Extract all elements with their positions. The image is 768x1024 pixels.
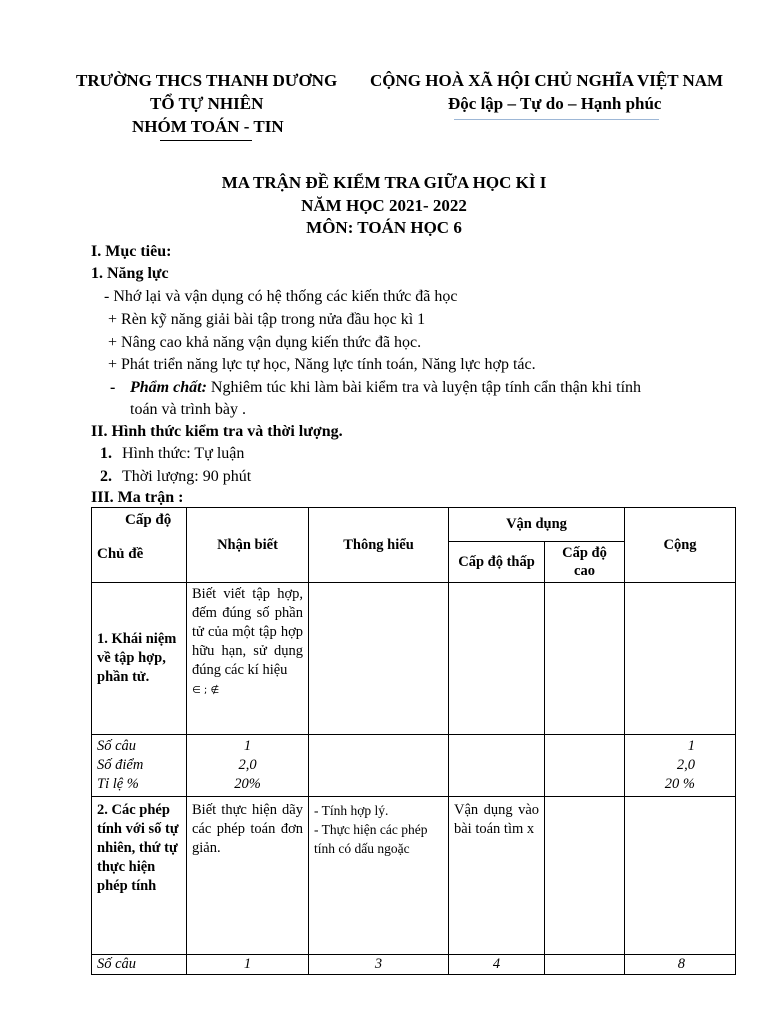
section3-heading: III. Ma trận :: [91, 489, 184, 506]
topic1-know-text: Biết viết tập hợp, đếm đúng số phần tử của một tập hợp hữu hạn, sử dụng đúng các kí hiệu: [192, 586, 303, 678]
topic1-know-count: 1: [243, 738, 252, 754]
objective-2: + Nâng cao khả năng vận dụng kiến thức đã học.: [108, 334, 422, 351]
department-name: TỔ TỰ NHIÊN: [150, 94, 264, 113]
doc-title-line3: MÔN: TOÁN HỌC 6: [306, 218, 462, 237]
topic2-understand: [309, 797, 449, 955]
topic1-high-stats: [545, 735, 625, 797]
topic1-total: [625, 583, 736, 735]
topic2-understand-1: - Tính hợp lý.: [314, 803, 389, 818]
topic2-stat-count-label: Số câu: [92, 955, 187, 975]
topic1-know: [187, 583, 309, 735]
topic2-total-count: 8: [625, 955, 736, 975]
quality-label: Phẩm chất:: [130, 379, 207, 396]
country-name: CỘNG HOÀ XÃ HỘI CHỦ NGHĨA VIỆT NAM: [370, 71, 724, 90]
header-apply: Vận dụng: [449, 508, 625, 542]
group-name: NHÓM TOÁN - TIN: [132, 117, 284, 136]
topic1-low-stats: [449, 735, 545, 797]
quality-text: Nghiêm túc khi làm bài kiểm tra và luyện tập tính cẩn thận khi tính: [206, 379, 642, 396]
header-low: Cấp độ thấp: [449, 542, 545, 583]
section2-heading: II. Hình thức kiểm tra và thời lượng.: [91, 423, 343, 440]
header-topic-level: [92, 508, 187, 583]
quality-line: [130, 377, 641, 399]
topic1-high: [545, 583, 625, 735]
stat-score-label: Số điểm: [97, 757, 144, 773]
format-item: Hình thức: Tự luận: [122, 445, 245, 462]
duration-item: Thời lượng: 90 phút: [122, 468, 252, 485]
school-name: TRƯỜNG THCS THANH DƯƠNG: [76, 71, 338, 90]
header-high: Cấp độ cao: [545, 542, 625, 583]
doc-title-line2: NĂM HỌC 2021- 2022: [301, 196, 467, 215]
topic2-understand-2: - Thực hiện các phép tính có dấu ngoặc: [314, 822, 428, 856]
topic2-high: [545, 797, 625, 955]
topic2-low-count: 4: [449, 955, 545, 975]
topic2-know: Biết thực hiện dãy các phép toán đơn giản.: [187, 797, 309, 955]
header-understand: Thông hiểu: [309, 508, 449, 583]
topic1-name: 1. Khái niệm về tập hợp, phần tử.: [92, 583, 187, 735]
topic1-total-count: 1: [687, 738, 696, 754]
topic1-know-score: 2,0: [238, 757, 257, 773]
topic2-low: Vận dụng vào bài toán tìm x: [449, 797, 545, 955]
duration-number: 2.: [100, 468, 112, 485]
objective-1: + Rèn kỹ năng giải bài tập trong nửa đầu học kì 1: [108, 311, 426, 328]
topic2-name: 2. Các phép tính với số tự nhiên, thứ tự thực hiện phép tính: [92, 797, 187, 955]
national-motto: Độc lập – Tự do – Hạnh phúc: [448, 94, 662, 113]
stat-pct-label: Tỉ lệ %: [97, 776, 139, 792]
topic2-high-count: [545, 955, 625, 975]
topic1-total-stats: [625, 735, 736, 797]
topic1-know-stats: [187, 735, 309, 797]
header-know: Nhận biết: [187, 508, 309, 583]
topic2-understand-count: 3: [309, 955, 449, 975]
stat-count-label: Số câu: [97, 738, 137, 754]
topic1-stat-labels: [92, 735, 187, 797]
section1-sub: 1. Năng lực: [91, 265, 169, 282]
topic1-low: [449, 583, 545, 735]
quality-dash: -: [110, 379, 116, 396]
topic1-understand: [309, 583, 449, 735]
topic1-know-pct: 20%: [234, 776, 261, 792]
topic1-total-score: 2,0: [676, 757, 696, 773]
topic2-total: [625, 797, 736, 955]
format-number: 1.: [100, 445, 112, 462]
matrix-table: [91, 507, 736, 975]
header-level: Cấp độ: [125, 512, 172, 528]
topic1-symbols: ∈ ; ∉: [192, 685, 220, 696]
header-topic: Chủ đề: [97, 546, 144, 562]
topic1-total-pct: 20 %: [664, 776, 696, 792]
topic2-know-count: 1: [187, 955, 309, 975]
group-underline: [160, 140, 252, 141]
motto-underline: [454, 119, 659, 120]
header-total: Cộng: [625, 508, 736, 583]
doc-title-line1: MA TRẬN ĐỀ KIỂM TRA GIỮA HỌC KÌ I: [221, 173, 547, 192]
section1-heading: I. Mục tiêu:: [91, 243, 172, 260]
objective-3: + Phát triển năng lực tự học, Năng lực tính toán, Năng lực hợp tác.: [108, 356, 536, 373]
objective-0: - Nhớ lại và vận dụng có hệ thống các kiến thức đã học: [104, 288, 458, 305]
quality-text-cont: toán và trình bày .: [130, 401, 246, 418]
topic1-understand-stats: [309, 735, 449, 797]
